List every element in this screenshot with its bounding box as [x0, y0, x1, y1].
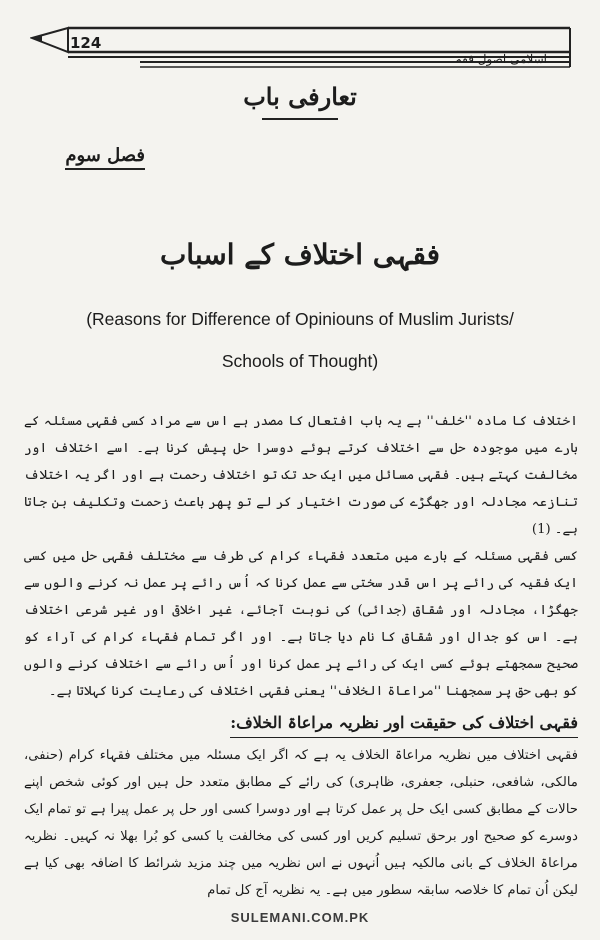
chapter-underline [262, 118, 338, 120]
section-label: فصل سوم [65, 145, 145, 170]
english-heading-line2: Schools of Thought) [221, 351, 379, 371]
english-heading-line1: (Reasons for Difference of Opiniouns of Muslim Jurists/ [86, 309, 514, 329]
subheading-wrap [24, 705, 578, 742]
chapter-title: تعارفی باب [243, 82, 357, 111]
paragraph-2: کسی فقہی مسئلہ کے بارے میں متعدد فقہاء کرام کی طرف سے مختلف فقہی حل میں کسی ایک فقیہ کی رائے پر اس قدر سختی سے عمل کرنا کہ اُس رائے پر عمل نہ کرنے والوں سے جھگڑا، مجادلہ اور شقاق (جدائی) کی نوبت آجائے، غیر اخلاقی اور غیر شرعی اختلاف ہے۔ اس کو جدال اور شقاق کا نام دیا جاتا ہے۔ اور اگر تمام فقہاء کرام کی آراء کو صحیح سمجھتے ہوئے کسی ایک کی رائے پر عمل کرنا اور اُس رائے سے اختلاف کرنے والوں کو بھی حق پر سمجھنا ''مراعاۃ الخلاف'' یعنی فقہی اختلاف کی رعایت کرنا کہلاتا ہے۔ [24, 549, 578, 699]
subheading: فقہی اختلاف کی حقیقت اور نظریہ مراعاۃ الخلاف: [230, 709, 578, 738]
main-heading: فقہی اختلاف کے اسباب [159, 238, 441, 271]
book-title: اسلامی اصول فقہ [455, 52, 547, 66]
page-header [30, 22, 575, 72]
page-number: 124 [70, 34, 102, 52]
paragraph-1: اختلاف کا مادہ ''خلف'' ہے یہ باب افتعال کا مصدر ہے اس سے مراد کسی فقہی مسئلہ کے بارے میں موجودہ حل سے اختلاف کرتے ہوئے دوسرا حل پیش کرنا ہے۔ اسے اختلاف اور مخالفت کہتے ہیں۔ فقہی مسائل میں ایک حد تک تو اختلاف رحمت ہے اور اگر یہ اختلاف تنازعہ مجادلہ اور جھگڑے کی صورت اختیار کر لے تو پھر باعث زحمت وتکلیف بن جاتا ہے۔ (1) [24, 414, 578, 537]
footer-website: SULEMANI.COM.PK [230, 910, 370, 925]
body-text [24, 408, 578, 904]
english-heading [20, 298, 580, 382]
paragraph-3: فقہی اختلاف میں نظریہ مراعاۃ الخلاف یہ ہے کہ اگر ایک مسئلہ میں مختلف فقہاء کرام (حنفی، مالکی، شافعی، حنبلی، جعفری، ظاہری) کی رائے کے مطابق متعدد حل ہیں اور کوئی شخص اپنے حالات کے مطابق کسی ایک حل پر عمل کرتا ہے اور دوسرا کسی اور حل پر عمل پیرا ہے تو تمام ایک دوسرے کو صحیح اور برحق تسلیم کریں اور کسی کی مخالفت یا کسی کو بُرا بھلا نہ کہیں۔ نظریہ مراعاۃ الخلاف کے بانی مالکیہ ہیں اُنہوں نے اس نظریہ میں چند مزید شرائط کا اضافہ بھی کیا ہے لیکن اُن تمام کا خلاصہ سابقہ سطور میں ہے۔ یہ نظریہ آج کل تمام [24, 748, 578, 898]
